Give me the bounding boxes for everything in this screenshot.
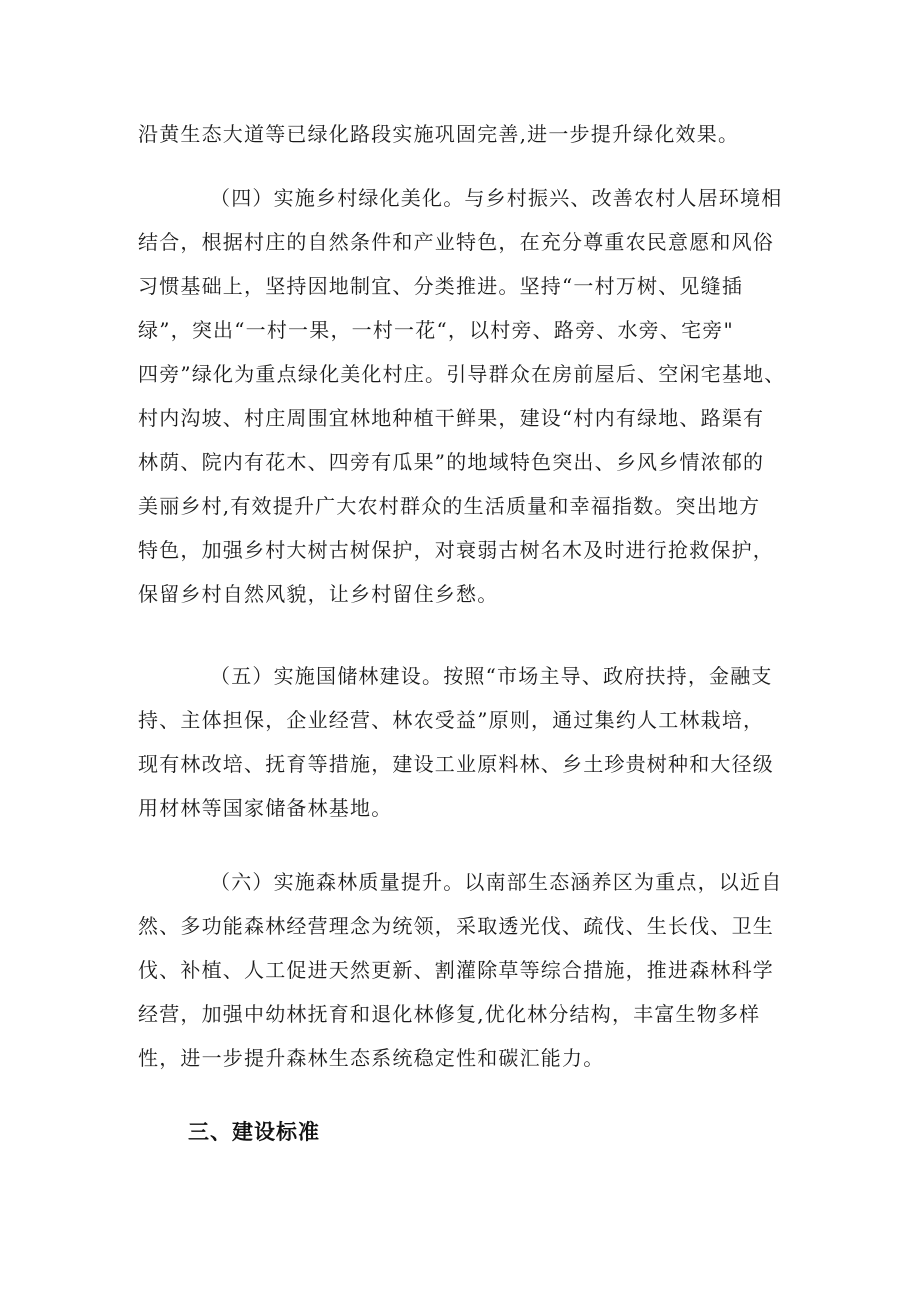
text-line: 习惯基础上，坚持因地制宜、分类推进。坚持“一村万树、见缝插 (138, 274, 744, 298)
text-line: 沿黄生态大道等已绿化路段实施巩固完善,进一步提升绿化效果。 (138, 122, 740, 146)
text-line: 然、多功能森林经营理念为统领，采取透光伐、疏伐、生长伐、卫生 (138, 914, 774, 938)
text-line: 四旁”绿化为重点绿化美化村庄。引导群众在房前屋后、空闲宅基地、 (138, 362, 786, 386)
text-line: 经营，加强中幼林抚育和退化林修复,优化林分结构，丰富生物多样 (138, 1002, 761, 1026)
section-heading: 三、建设标准 (188, 1120, 320, 1144)
text-line: 美丽乡村,有效提升广大农村群众的生活质量和幸福指数。突出地方 (138, 494, 761, 518)
text-line: 用材林等国家储备林基地。 (138, 796, 393, 820)
text-line: 性，进一步提升森林生态系统稳定性和碳汇能力。 (138, 1046, 605, 1070)
text-line: （六）实施森林质量提升。以南部生态涵养区为重点，以近自 (210, 870, 783, 894)
text-line: 保留乡村自然风貌，让乡村留住乡愁。 (138, 582, 499, 606)
text-line: （四）实施乡村绿化美化。与乡村振兴、改善农村人居环境相 (210, 186, 783, 210)
text-line: 持、主体担保，企业经营、林农受益”原则，通过集约人工林栽培， (138, 708, 765, 732)
text-line: 绿”，突出“一村一果，一村一花“，以村旁、路旁、水旁、宅旁" (138, 318, 734, 342)
text-line: 结合，根据村庄的自然条件和产业特色，在充分尊重农民意愿和风俗 (138, 230, 774, 254)
text-line: 特色，加强乡村大树古树保护，对衰弱古树名木及时进行抢救保护， (138, 538, 774, 562)
text-line: 林荫、院内有花木、四旁有瓜果”的地域特色突出、乡风乡情浓郁的 (138, 450, 765, 474)
text-line: 现有林改培、抚育等措施，建设工业原料林、乡土珍贵树种和大径级 (138, 752, 774, 776)
text-line: （五）实施国储林建设。按照“市场主导、政府扶持，金融支 (210, 664, 773, 688)
text-line: 村内沟坡、村庄周围宜林地种植干鲜果，建设“村内有绿地、路渠有 (138, 406, 765, 430)
text-line: 伐、补植、人工促进天然更新、割灌除草等综合措施，推进森林科学 (138, 958, 774, 982)
